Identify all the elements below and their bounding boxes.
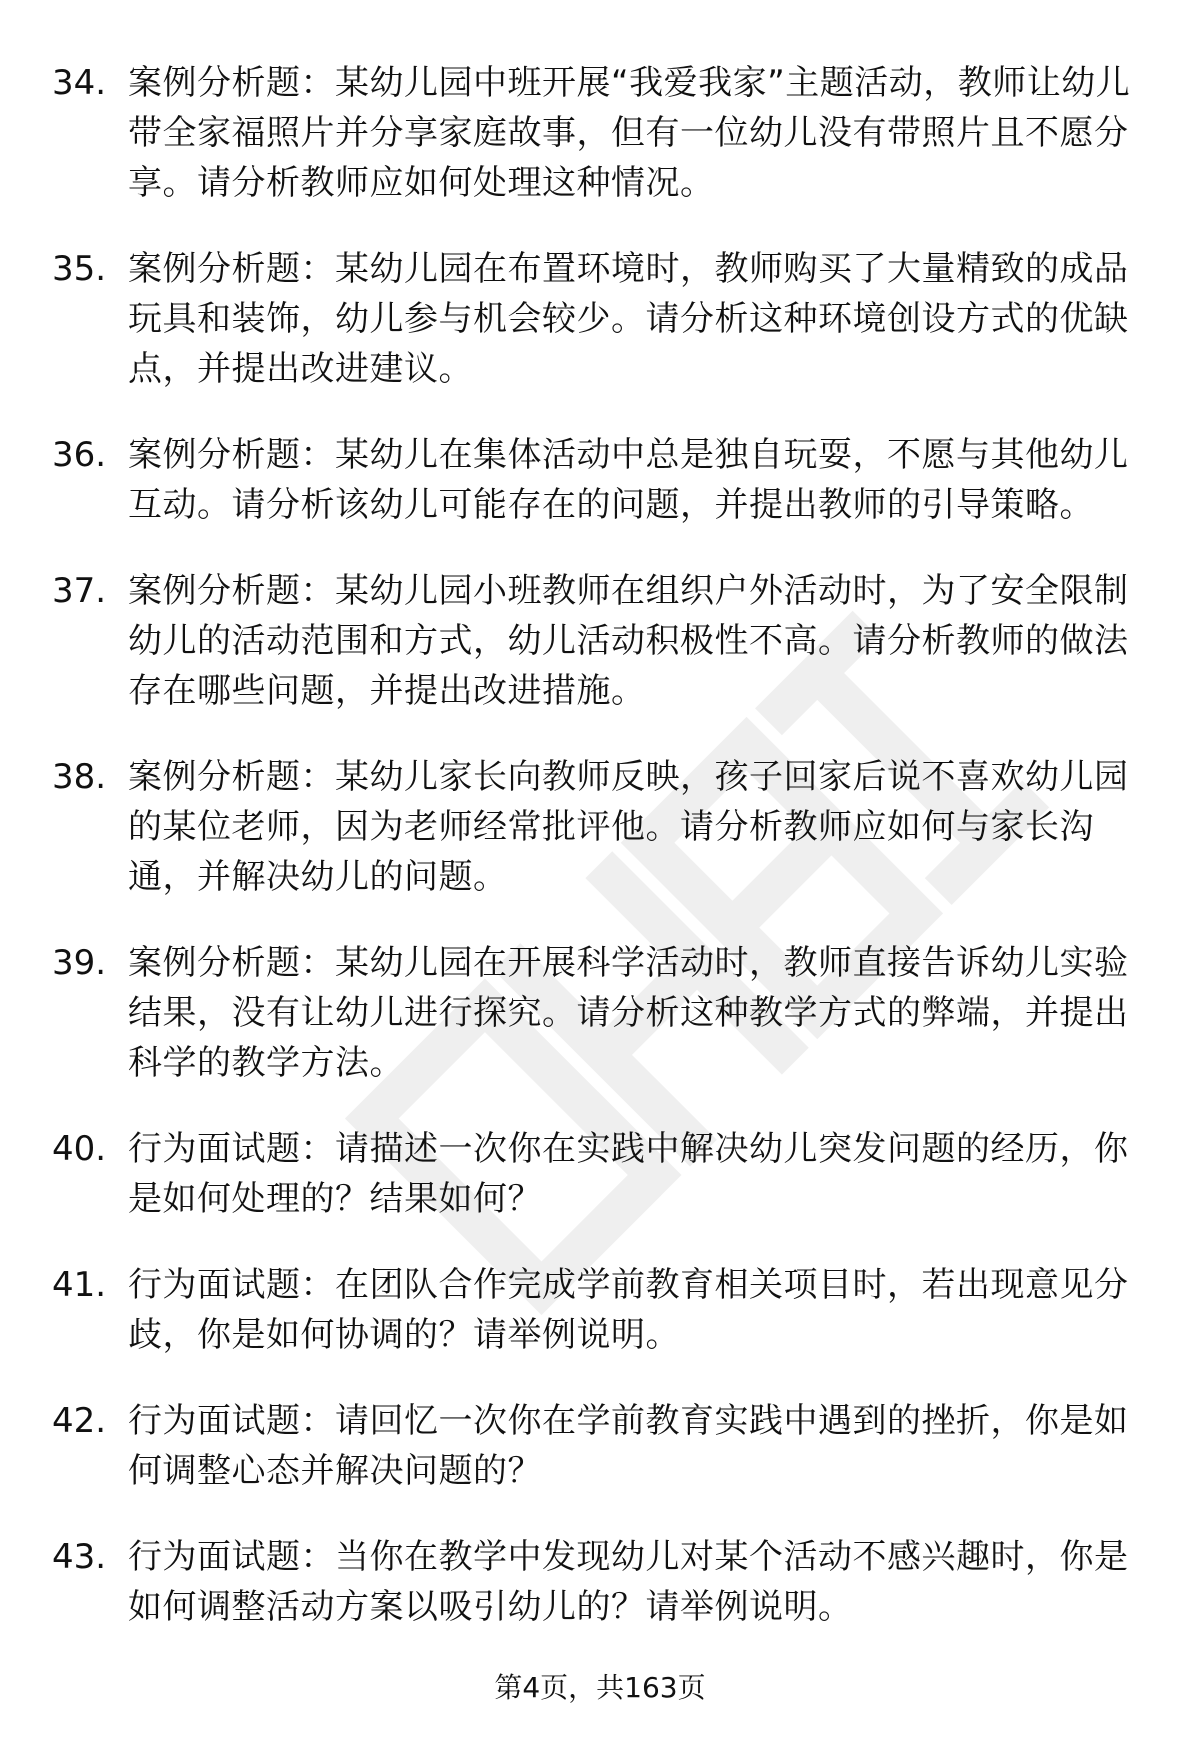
question-item-38	[52, 752, 1142, 902]
question-text: 行为面试题：请描述一次你在实践中解决幼儿突发问题的经历，你是如何处理的？结果如何？	[128, 1129, 1129, 1219]
page-footer	[0, 1668, 1200, 1708]
question-item-35	[52, 244, 1142, 394]
question-text: 行为面试题：请回忆一次你在学前教育实践中遇到的挫折，你是如何调整心态并解决问题的？	[128, 1401, 1129, 1491]
question-text: 案例分析题：某幼儿家长向教师反映，孩子回家后说不喜欢幼儿园的某位老师，因为老师经常批评他。请分析教师应如何与家长沟通，并解决幼儿的问题。	[128, 757, 1129, 897]
question-number: 39.	[52, 943, 107, 983]
question-item-43	[52, 1532, 1142, 1632]
question-number: 43.	[52, 1537, 107, 1577]
question-item-34	[52, 58, 1142, 208]
question-item-37	[52, 566, 1142, 716]
question-number: 34.	[52, 63, 107, 103]
question-item-41	[52, 1260, 1142, 1360]
question-text: 案例分析题：某幼儿园中班开展“我爱我家”主题活动，教师让幼儿带全家福照片并分享家庭故事，但有一位幼儿没有带照片且不愿分享。请分析教师应如何处理这种情况。	[128, 63, 1131, 203]
question-list	[52, 58, 1142, 1668]
question-text: 行为面试题：在团队合作完成学前教育相关项目时，若出现意见分歧，你是如何协调的？请举例说明。	[128, 1265, 1129, 1355]
question-number: 37.	[52, 571, 107, 611]
question-number: 40.	[52, 1129, 107, 1169]
question-number: 35.	[52, 249, 107, 289]
question-item-42	[52, 1396, 1142, 1496]
question-number: 42.	[52, 1401, 107, 1441]
question-item-40	[52, 1124, 1142, 1224]
question-text: 案例分析题：某幼儿在集体活动中总是独自玩耍，不愿与其他幼儿互动。请分析该幼儿可能存在的问题，并提出教师的引导策略。	[128, 435, 1129, 525]
question-text: 案例分析题：某幼儿园在布置环境时，教师购买了大量精致的成品玩具和装饰，幼儿参与机会较少。请分析这种环境创设方式的优缺点，并提出改进建议。	[128, 249, 1129, 389]
question-text: 行为面试题：当你在教学中发现幼儿对某个活动不感兴趣时，你是如何调整活动方案以吸引幼儿的？请举例说明。	[128, 1537, 1129, 1627]
question-number: 36.	[52, 435, 107, 475]
question-number: 41.	[52, 1265, 107, 1305]
page-number-label: 第4页，共163页	[494, 1671, 706, 1704]
question-item-36	[52, 430, 1142, 530]
question-item-39	[52, 938, 1142, 1088]
question-number: 38.	[52, 757, 107, 797]
question-text: 案例分析题：某幼儿园在开展科学活动时，教师直接告诉幼儿实验结果，没有让幼儿进行探究。请分析这种教学方式的弊端，并提出科学的教学方法。	[128, 943, 1129, 1083]
question-text: 案例分析题：某幼儿园小班教师在组织户外活动时，为了安全限制幼儿的活动范围和方式，幼儿活动积极性不高。请分析教师的做法存在哪些问题，并提出改进措施。	[128, 571, 1129, 711]
